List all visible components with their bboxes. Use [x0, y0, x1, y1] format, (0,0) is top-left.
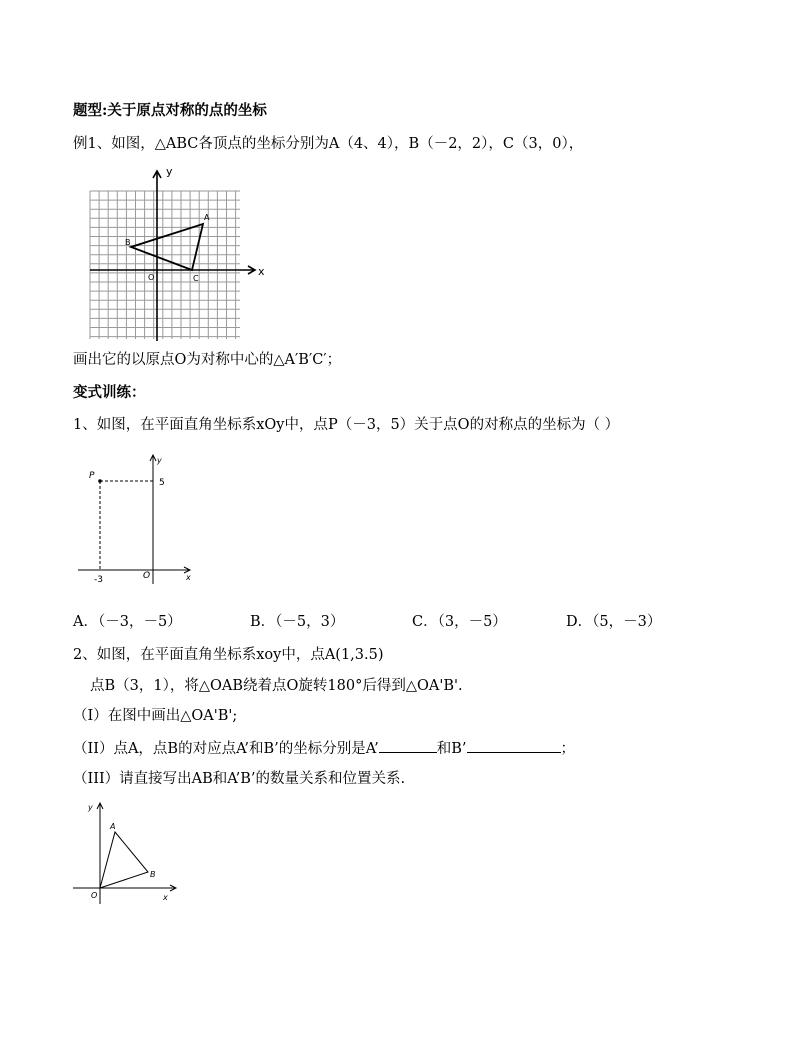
example1-text: 例1、如图，△ABC各顶点的坐标分别为A（4、4），B（－2，2），C（3，0）， — [73, 136, 584, 152]
point-p — [98, 479, 102, 483]
point-c-label: C — [193, 274, 199, 283]
q1-option-b[interactable]: B．（－5，3） — [250, 614, 345, 630]
point-p-label: P — [89, 471, 95, 481]
answer-blank-b-prime[interactable] — [467, 738, 561, 753]
example1-grid-figure — [85, 163, 275, 343]
practice-heading: 变式训练： — [73, 384, 146, 401]
point-b-label: B — [125, 238, 131, 247]
q2-part2-suffix: ； — [560, 741, 576, 757]
origin-label: O — [91, 891, 98, 900]
point-b-label: B — [150, 870, 156, 879]
q2-part1: （I）在图中画出△OA'B'; — [73, 708, 238, 724]
origin-label: O — [143, 571, 151, 581]
x-axis-label: x — [258, 265, 265, 278]
point-a-label: A — [110, 822, 116, 831]
q1-option-c[interactable]: C．（3，－5） — [412, 614, 507, 630]
y-axis-label: y — [166, 165, 173, 178]
topic-title: 题型:关于原点对称的点的坐标 — [73, 102, 267, 119]
answer-blank-a-prime[interactable] — [379, 738, 437, 753]
q2-part2 — [73, 738, 575, 759]
q2-line2: 点B（3，1），将△OAB绕着点O旋转180°后得到△OA'B'. — [90, 678, 463, 694]
q1-option-d[interactable]: D．（5，－3） — [566, 614, 662, 630]
example1-task: 画出它的以原点O为对称中心的△A′B′C′； — [73, 352, 342, 368]
origin-label: O — [148, 273, 155, 282]
tick-neg3-label: -3 — [94, 575, 103, 585]
y-axis-label: y — [157, 456, 162, 465]
q2-part3: （III）请直接写出AB和A’B’的数量关系和位置关系. — [73, 771, 406, 787]
q2-figure — [70, 798, 185, 908]
tick-5-label: 5 — [159, 478, 165, 488]
q2-part2-prefix: （II）点A，点B的对应点A’和B’的坐标分别是A’ — [73, 741, 379, 757]
triangle-abc — [131, 224, 203, 270]
q1-text: 1、如图，在平面直角坐标系xOy中，点P（－3，5）关于点O的对称点的坐标为（ ） — [73, 417, 620, 433]
point-a-label: A — [204, 213, 210, 222]
q1-option-a[interactable]: A．（－3，－5） — [73, 614, 182, 630]
x-axis-label: x — [163, 893, 168, 902]
y-axis-label: y — [88, 803, 93, 812]
x-axis-label: x — [186, 573, 191, 582]
q2-part2-middle: 和B’ — [436, 741, 467, 757]
q1-figure — [75, 452, 200, 587]
triangle-oab — [100, 832, 148, 888]
q2-line1: 2、如图，在平面直角坐标系xoy中，点A(1,3.5) — [73, 647, 384, 663]
